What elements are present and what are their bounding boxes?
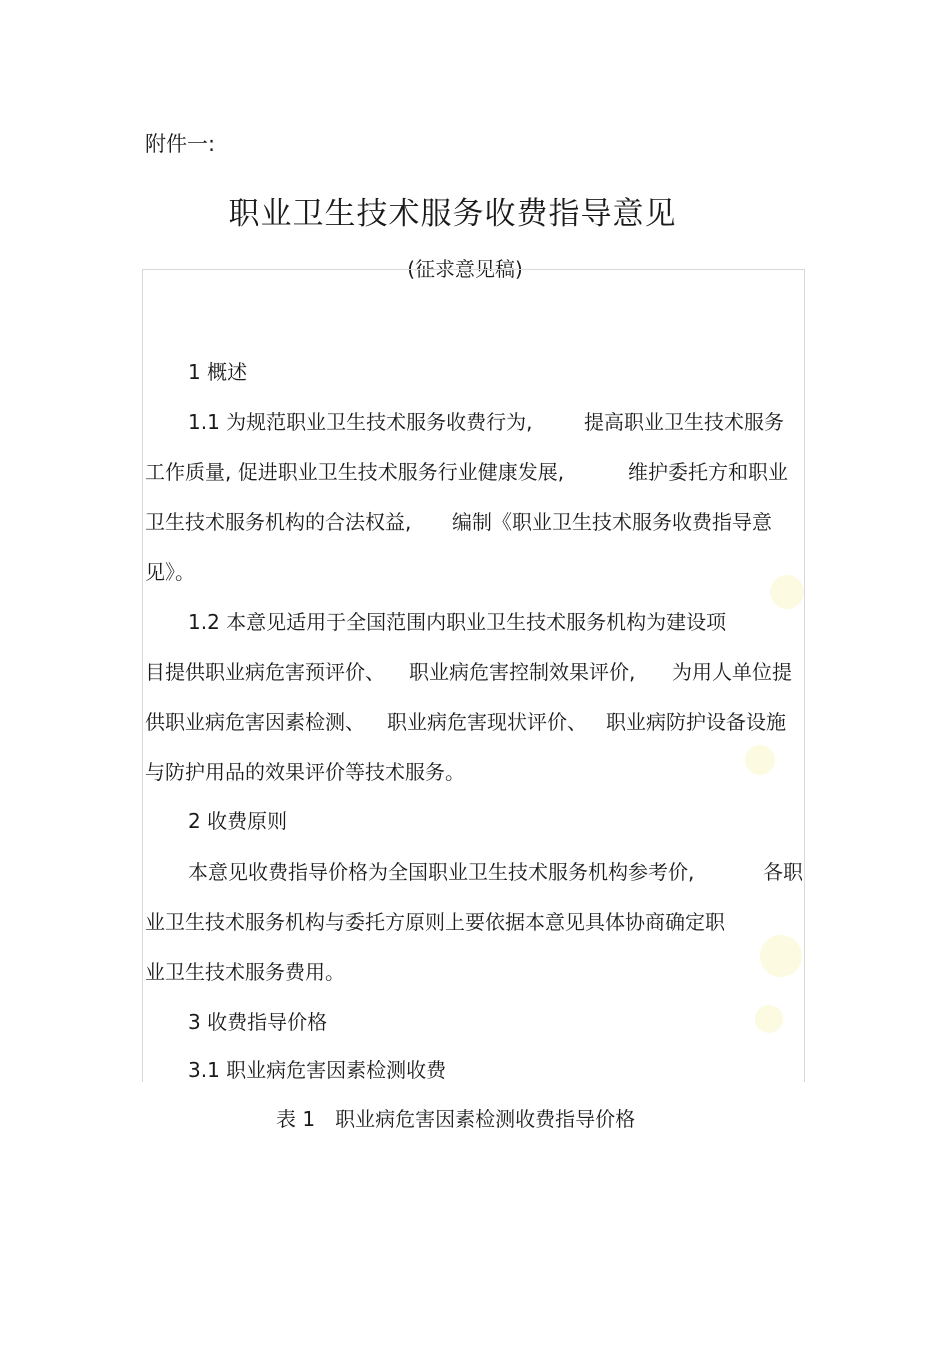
paragraph-text: 为用人单位提	[672, 660, 792, 684]
paragraph-text: 与防护用品的效果评价等技术服务。	[145, 760, 465, 784]
table-caption-text: 职业病危害因素检测收费指导价格	[335, 1107, 636, 1131]
paragraph-text: 各职	[763, 860, 803, 884]
document-subtitle: (征求意见稿)	[407, 257, 523, 281]
paragraph-text: 职业病危害现状评价、	[387, 710, 587, 734]
section-heading: 1 概述	[188, 360, 248, 384]
paragraph-text: 职业病危害控制效果评价,	[409, 660, 636, 684]
paragraph-text: 本意见收费指导价格为全国职业卫生技术服务机构参考价,	[188, 860, 695, 884]
scan-blemish	[760, 935, 802, 977]
section-heading: 3 收费指导价格	[188, 1010, 328, 1034]
paragraph-text: 维护委托方和职业	[628, 460, 788, 484]
subsection-heading: 3.1 职业病危害因素检测收费	[188, 1058, 447, 1082]
paragraph-text: 目提供职业病危害预评价、	[145, 660, 385, 684]
paragraph-text: 职业病防护设备设施	[606, 710, 786, 734]
paragraph-text: 1.2 本意见适用于全国范围内职业卫生技术服务机构为建设项	[188, 610, 727, 634]
paragraph-text: 1.1 为规范职业卫生技术服务收费行为,	[188, 410, 533, 434]
paragraph-text: 编制《职业卫生技术服务收费指导意	[452, 510, 772, 534]
section-heading: 2 收费原则	[188, 809, 288, 833]
table-caption	[276, 1103, 635, 1132]
table-caption-label: 表 1	[276, 1107, 316, 1131]
paragraph-text: 供职业病危害因素检测、	[145, 710, 365, 734]
paragraph-text: 业卫生技术服务机构与委托方原则上要依据本意见具体协商确定职	[145, 910, 725, 934]
paragraph-text: 见》。	[145, 560, 195, 584]
scan-blemish	[770, 575, 804, 609]
attachment-label: 附件一:	[145, 132, 216, 156]
paragraph-text: 卫生技术服务机构的合法权益,	[145, 510, 412, 534]
scan-blemish	[745, 745, 775, 775]
paragraph-text: 工作质量, 促进职业卫生技术服务行业健康发展,	[145, 460, 565, 484]
paragraph-text: 提高职业卫生技术服务	[584, 410, 784, 434]
scan-blemish	[755, 1005, 783, 1033]
document-title: 职业卫生技术服务收费指导意见	[228, 196, 677, 232]
paragraph-text: 业卫生技术服务费用。	[145, 960, 345, 984]
